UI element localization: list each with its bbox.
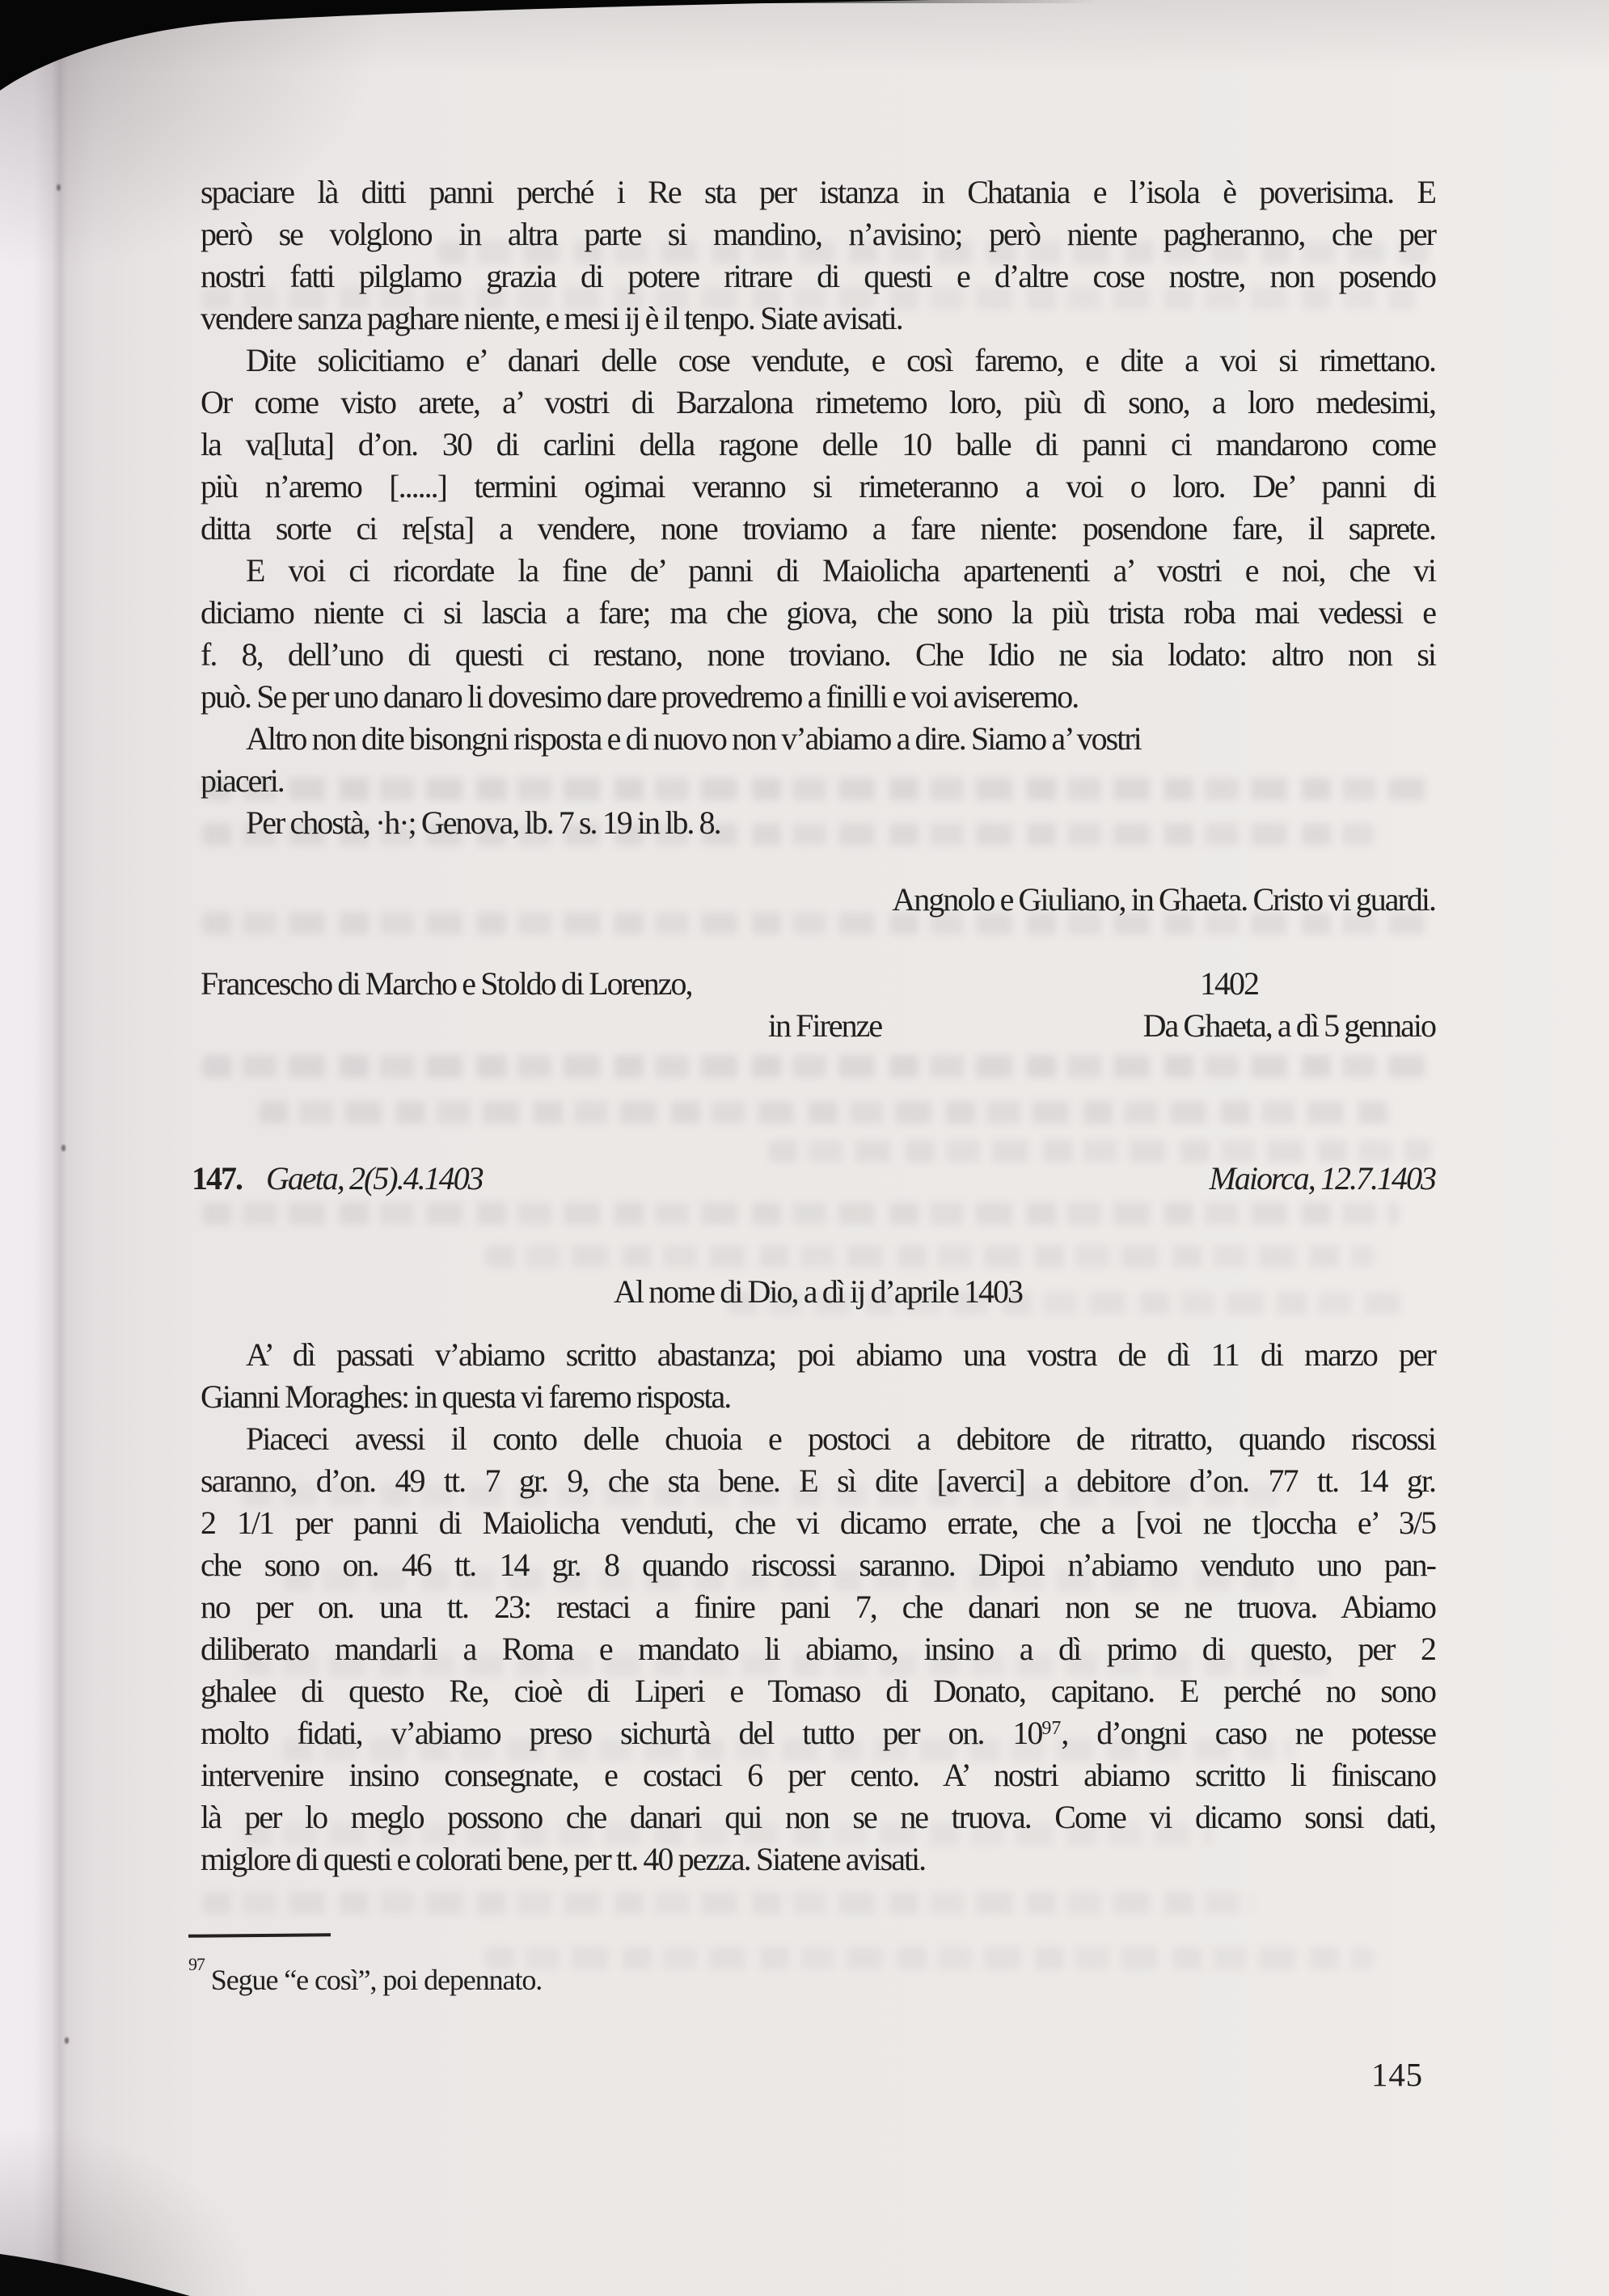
footnote-ref-97: 97 (1041, 1717, 1062, 1739)
address-recipient: Francescho di Marcho e Stoldo di Lorenzo, (201, 965, 692, 1002)
letter-line: E voi ci ricordate la fine de’ panni di Maiolicha apartenenti a’ vostri e noi, che vi (246, 552, 1435, 589)
letter-line: nostri fatti pilglamo grazia di potere ritrare di questi e d’altre cose nostre, non posendo (201, 258, 1435, 294)
letter-146-body (201, 171, 1435, 844)
line-text: molto fidati, v’abiamo preso sichurtà del tutto per on. 10 (201, 1715, 1042, 1751)
stitch-dot (61, 1145, 65, 1151)
entry-destination: Maiorca, 12.7.1403 (1209, 1160, 1435, 1197)
footnote (188, 1954, 1320, 2000)
letter-line: Piaceci avessi il conto delle chuoia e postoci a debitore de ritratto, quando riscossi (246, 1420, 1435, 1457)
letter-line: miglore di questi e colorati bene, per tt. 40 pezza. Siatene avisati. (201, 1841, 926, 1877)
letter-line: la va[luta] d’on. 30 di carlini della ragone delle 10 balle di panni ci mandarono come (201, 426, 1435, 462)
bleed-through-artifact (485, 1245, 1375, 1268)
letter-line: piaceri. (201, 762, 284, 799)
footnote-rule (188, 1933, 331, 1938)
bleed-through-artifact (202, 1055, 1431, 1078)
letter-line: Gianni Moraghes: in questa vi faremo risposta. (201, 1378, 731, 1415)
letter-line: può. Se per uno danaro li dovesimo dare provedremo a finilli e voi aviseremo. (201, 678, 1079, 715)
letter-146-signature: Angnolo e Giuliano, in Ghaeta. Cristo vi guardi. (892, 881, 1435, 918)
letter-line: saranno, d’on. 49 tt. 7 gr. 9, che sta bene. E sì dite [averci] a debitore d’on. 77 tt. 14 gr. (201, 1462, 1435, 1499)
page-top-edge-line (0, 0, 1100, 3)
letter-line: diliberato mandarli a Roma e mandato li abiamo, insino a dì primo di questo, per 2 (201, 1631, 1435, 1667)
letter-147-body (201, 1334, 1435, 1880)
letter-line: spaciare là ditti panni perché i Re sta per istanza in Chatania e l’isola è poverisima. E (201, 174, 1435, 210)
letter-line: vendere sanza paghare niente, e mesi ij è il tenpo. Siate avisati. (201, 300, 902, 336)
footnote-text: Segue “e così”, poi depennato. (204, 1964, 543, 1996)
letter-line: Dite solicitiamo e’ danari delle cose vendute, e così faremo, e dite a voi si rimettano. (246, 342, 1435, 378)
letter-line: però se volglono in altra parte si mandino, n’avisino; però niente pagheranno, che per (201, 216, 1435, 252)
entry-heading-left (192, 1158, 483, 1200)
letter-line: intervenire insino consegnate, e costaci 6 per cento. A’ nostri abiamo scritto li finiscano (201, 1757, 1435, 1793)
stitch-dot (57, 184, 61, 191)
letter-line: no per on. una tt. 23: restaci a finire pani 7, che danari non se ne truova. Abiamo (201, 1589, 1435, 1625)
address-sent-from: Da Ghaeta, a dì 5 gennaio (1142, 1007, 1435, 1044)
letter-line: più n’aremo [......] termini ogimai veranno si rimeteranno a voi o loro. De’ panni di (201, 468, 1435, 504)
letter-147-salutation: Al nome di Dio, a dì ij d’aprile 1403 (613, 1273, 1023, 1310)
letter-line: Altro non dite bisongni risposta e di nuovo non v’abiamo a dire. Siamo a’ vostri (246, 720, 1141, 757)
letter-closing-line: Per chostà, ·h·; Genova, lb. 7 s. 19 in lb. 8. (246, 804, 720, 841)
bleed-through-artifact (259, 1101, 1391, 1124)
page-bottom-corner-shadow (0, 2254, 190, 2296)
letter-line: ditta sorte ci re[sta] a vendere, none troviamo a fare niente: posendone fare, il saprete. (201, 510, 1435, 547)
letter-line: là per lo meglo possono che danari qui non se ne truova. Come vi dicamo sonsi dati, (201, 1799, 1435, 1835)
letter-line: che sono on. 46 tt. 14 gr. 8 quando riscossi saranno. Dipoi n’abiamo venduto uno pan- (201, 1547, 1435, 1583)
footnote-marker: 97 (188, 1954, 205, 1974)
letter-line-with-footnote-ref (201, 1712, 1435, 1754)
letter-line: diciamo niente ci si lascia a fare; ma che giova, che sono la più trista roba mai vedessi e (201, 594, 1435, 631)
letter-line: f. 8, dell’uno di questi ci restano, none troviano. Che Idio ne sia lodato: altro non si (201, 636, 1435, 673)
stitch-dot (65, 2037, 69, 2044)
entry-origin: Gaeta, 2(5).4.1403 (266, 1160, 483, 1197)
letter-line: Or come visto arete, a’ vostri di Barzalona rimetemo loro, più dì sono, a loro medesimi, (201, 384, 1435, 420)
entry-number: 147. (192, 1160, 242, 1197)
letter-line: ghalee di questo Re, cioè di Liperi e Tomaso di Donato, capitano. E perché no sono (201, 1673, 1435, 1709)
bleed-through-artifact (202, 1892, 1253, 1914)
bleed-through-artifact (202, 1202, 1399, 1225)
letter-line: A’ dì passati v’abiamo scritto abastanza; poi abiamo una vostra de dì 11 di marzo per (246, 1336, 1435, 1373)
page-number: 145 (1371, 2056, 1423, 2093)
line-text: , d’ongni caso ne potesse (1061, 1715, 1435, 1751)
entry-147-heading (192, 1158, 1435, 1200)
address-year: 1402 (1200, 965, 1258, 1002)
page-top-edge-shadow (0, 0, 930, 91)
address-recipient-place: in Firenze (767, 1007, 882, 1044)
letter-line: 2 1/1 per panni di Maiolicha venduti, che vi dicamo errate, che a [voi ne t]occha e’ 3/5 (201, 1505, 1435, 1541)
